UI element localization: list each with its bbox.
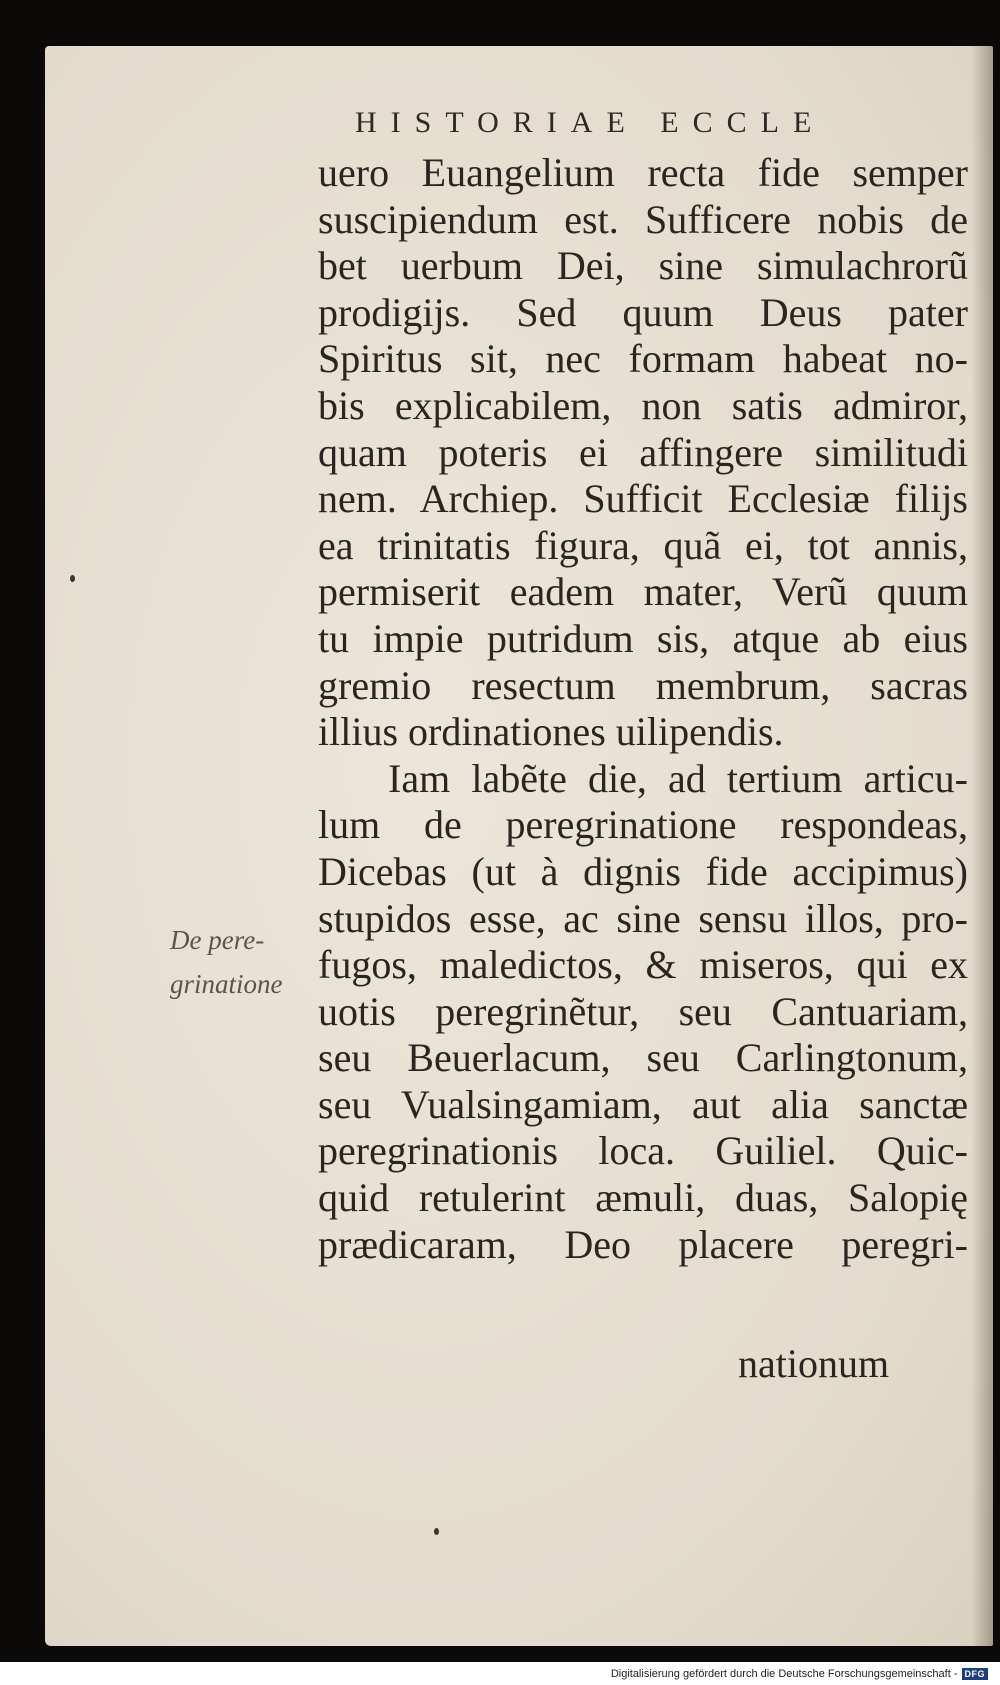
text-line: illius ordinationes uilipendis. [318, 709, 784, 755]
text-line: Spiritus sit, nec formam habeat no- [318, 336, 968, 382]
running-header: HISTORIAE ECCLE [355, 106, 826, 139]
text-line: prædicaram, Deo placere peregri- [318, 1221, 968, 1267]
text-line: quam poteris ei affingere similitudi [318, 429, 968, 475]
marginal-note-line: grinatione [170, 969, 283, 999]
text-line: Dicebas (ut à dignis fide accipimus) [318, 848, 968, 894]
text-line: gremio resectum membrum, sacras [318, 662, 968, 708]
text-line: ea trinitatis figura, quã ei, tot annis, [318, 522, 968, 568]
text-line: bis explicabilem, non satis admiror, [318, 382, 968, 428]
text-line: seu Beuerlacum, seu Carlingtonum, [318, 1035, 968, 1081]
text-line: peregrinationis loca. Guiliel. Quic- [318, 1128, 968, 1174]
page-gutter-shadow [971, 46, 993, 1646]
text-line: suscipiendum est. Sufficere nobis de [318, 196, 968, 242]
text-line: Iam labẽte die, ad tertium articu- [388, 755, 968, 801]
text-line: tu impie putridum sis, atque ab eius [318, 615, 968, 661]
text-line: uotis peregrinẽtur, seu Cantuariam, [318, 988, 968, 1034]
digitization-footer [611, 1668, 988, 1680]
text-line: fugos, maledictos, & miseros, qui ex [318, 942, 968, 988]
marginal-note-line: De pere- [170, 925, 265, 955]
dfg-logo: DFG [962, 1668, 989, 1680]
text-line: lum de peregrinatione respondeas, [318, 802, 968, 848]
text-line: nem. Archiep. Sufficit Ecclesiæ filijs [318, 476, 968, 522]
text-line: seu Vualsingamiam, aut alia sanctæ [318, 1081, 968, 1127]
text-line: uero Euangelium recta fide semper [318, 150, 968, 195]
text-line: bet uerbum Dei, sine simulachrorũ [318, 243, 968, 289]
marginal-note [170, 918, 315, 1006]
text-line: permiserit eadem mater, Verũ quum [318, 569, 968, 615]
text-line: quid retulerint æmuli, duas, Salopię [318, 1175, 968, 1221]
text-line: stupidos esse, ac sine sensu illos, pro- [318, 895, 968, 941]
text-line: prodigijs. Sed quum Deus pater [318, 289, 968, 335]
ink-speck [434, 1528, 439, 1535]
ink-speck [70, 575, 75, 582]
body-text [318, 150, 968, 1268]
footer-credit: Digitalisierung gefördert durch die Deutsche Forschungsgemeinschaft - [610, 1668, 958, 1680]
catchword: nationum [738, 1341, 890, 1386]
